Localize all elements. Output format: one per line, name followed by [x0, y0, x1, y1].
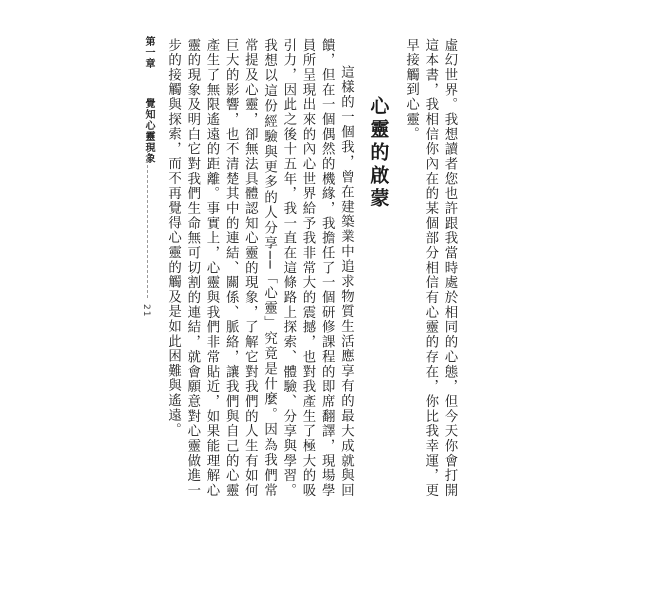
running-head-rule	[147, 150, 148, 298]
page-number: 21	[141, 304, 151, 318]
running-head	[142, 36, 154, 164]
section-label: 覺知心靈現象	[143, 97, 154, 164]
intro-paragraph: 虛幻世界。我想讀者您也許跟我當時處於相同的心態，但今天你會打開這本書，我相信你內在的某個部分相信有心靈的存在，你比我幸運，更早接觸到心靈。	[403, 38, 457, 498]
body-paragraph: 這樣的一個我，曾在建築業中追求物質生活應享有的最大成就與回饋，但在一個偶然的機緣，我擔任了一個研修課程的即席翻譯，現場學員所呈現出來的內心世界給予我非常大的震撼，也對我產生了極大的吸引力，因此之後十五年，我一直在這條路上探索、體驗、分享與學習。我想以這份經驗與更多的人分享──「心靈」究竟是什麼。因為我們常常提及心靈，卻無法具體認知心靈的現象，了解它對我們的人生有如何巨大的影響，也不清楚其中的連結、關係、脈絡，讓我們與自己的心靈產生了無限遙遠的距離。事實上，心靈與我們非常貼近，如果能理解心靈的現象及明白它對我們生命無可切割的連結，就會願意對心靈做進一步的接觸與探索，而不再覺得心靈的觸及是如此困難與遙遠。	[165, 38, 354, 498]
body-text	[163, 38, 459, 498]
section-title: 心靈的啟蒙	[367, 96, 390, 211]
chapter-label: 第一章	[143, 36, 154, 69]
